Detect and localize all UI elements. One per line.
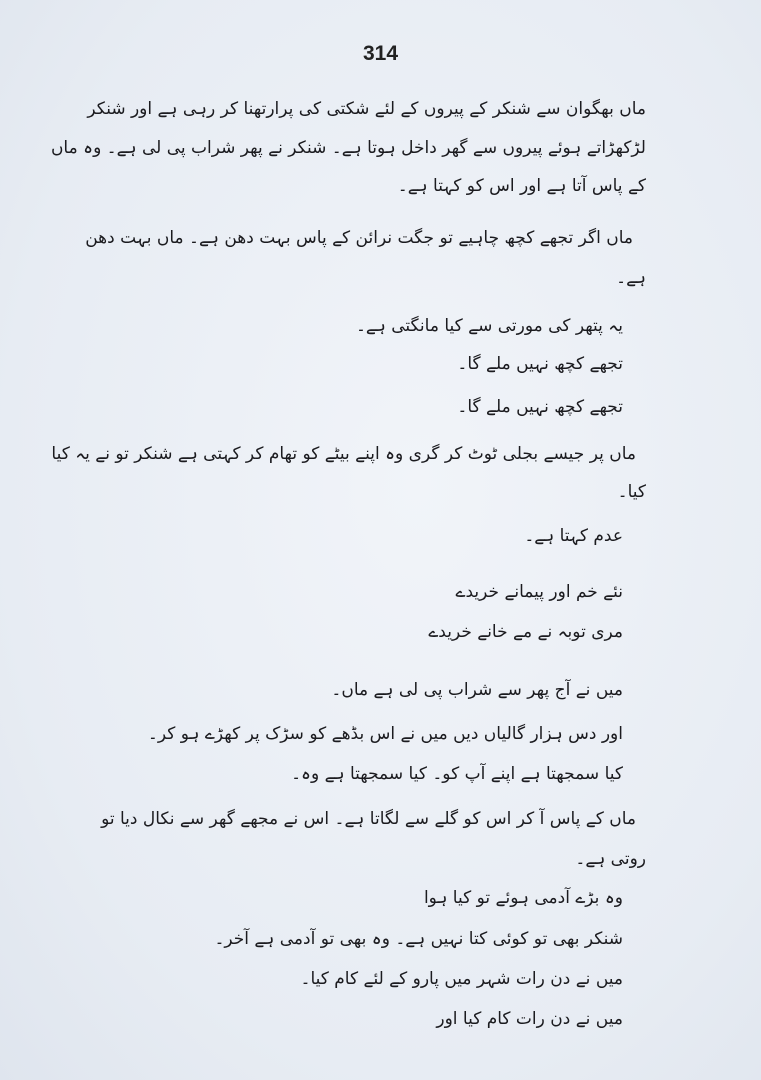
- text-line: ماں پر جیسے بجلی ٹوٹ کر گری وہ اپنے بیٹے کو تھام کر کہتی ہے شنکر تو نے یہ کیا: [51, 444, 636, 464]
- text-line: اور دس ہزار گالیاں دیں میں نے اس بڈھے کو سڑک پر کھڑے ہو کر۔: [147, 724, 623, 744]
- text-line: تجھے کچھ نہیں ملے گا۔: [457, 397, 623, 417]
- text-line: تجھے کچھ نہیں ملے گا۔: [457, 354, 623, 374]
- text-line: ماں کے پاس آ کر اس کو گلے سے لگاتا ہے۔ اس نے مجھے گھر سے نکال دیا تو: [101, 809, 636, 829]
- text-line: کیا سمجھتا ہے اپنے آپ کو۔ کیا سمجھتا ہے وہ۔: [291, 764, 623, 784]
- text-line: شنکر بھی تو کوئی کتا نہیں ہے۔ وہ بھی تو آدمی ہے آخر۔: [214, 929, 623, 949]
- text-line: عدم کہتا ہے۔: [524, 526, 623, 546]
- text-line: وہ بڑے آدمی ہوئے تو کیا ہوا: [423, 888, 623, 908]
- text-line: نئے خم اور پیمانے خریدے: [455, 582, 623, 602]
- text-line: مری توبہ نے مے خانے خریدے: [428, 622, 623, 642]
- text-line: میں نے دن رات شہر میں پارو کے لئے کام کیا۔: [300, 969, 623, 989]
- text-line: یہ پتھر کی مورتی سے کیا مانگتی ہے۔: [355, 316, 623, 336]
- text-line: ماں اگر تجھے کچھ چاہیے تو جگت نرائن کے پاس بہت دھن ہے۔ ماں بہت دھن: [85, 228, 633, 248]
- text-line: کے پاس آتا ہے اور اس کو کہتا ہے۔: [397, 176, 646, 196]
- text-line: ماں بھگوان سے شنکر کے پیروں کے لئے شکتی کی پرارتھنا کر رہی ہے اور شنکر: [87, 99, 646, 119]
- text-line: میں نے دن رات کام کیا اور: [436, 1009, 623, 1029]
- text-line: روتی ہے۔: [575, 849, 646, 869]
- page-number: 314: [362, 42, 399, 65]
- text-line: ہے۔: [616, 268, 646, 288]
- text-line: لڑکھڑاتے ہوئے پیروں سے گھر داخل ہوتا ہے۔ شنکر نے پھر شراب پی لی ہے۔ وہ ماں: [50, 138, 646, 158]
- text-line: میں نے آج پھر سے شراب پی لی ہے ماں۔: [331, 680, 623, 700]
- text-line: کیا۔: [617, 482, 646, 502]
